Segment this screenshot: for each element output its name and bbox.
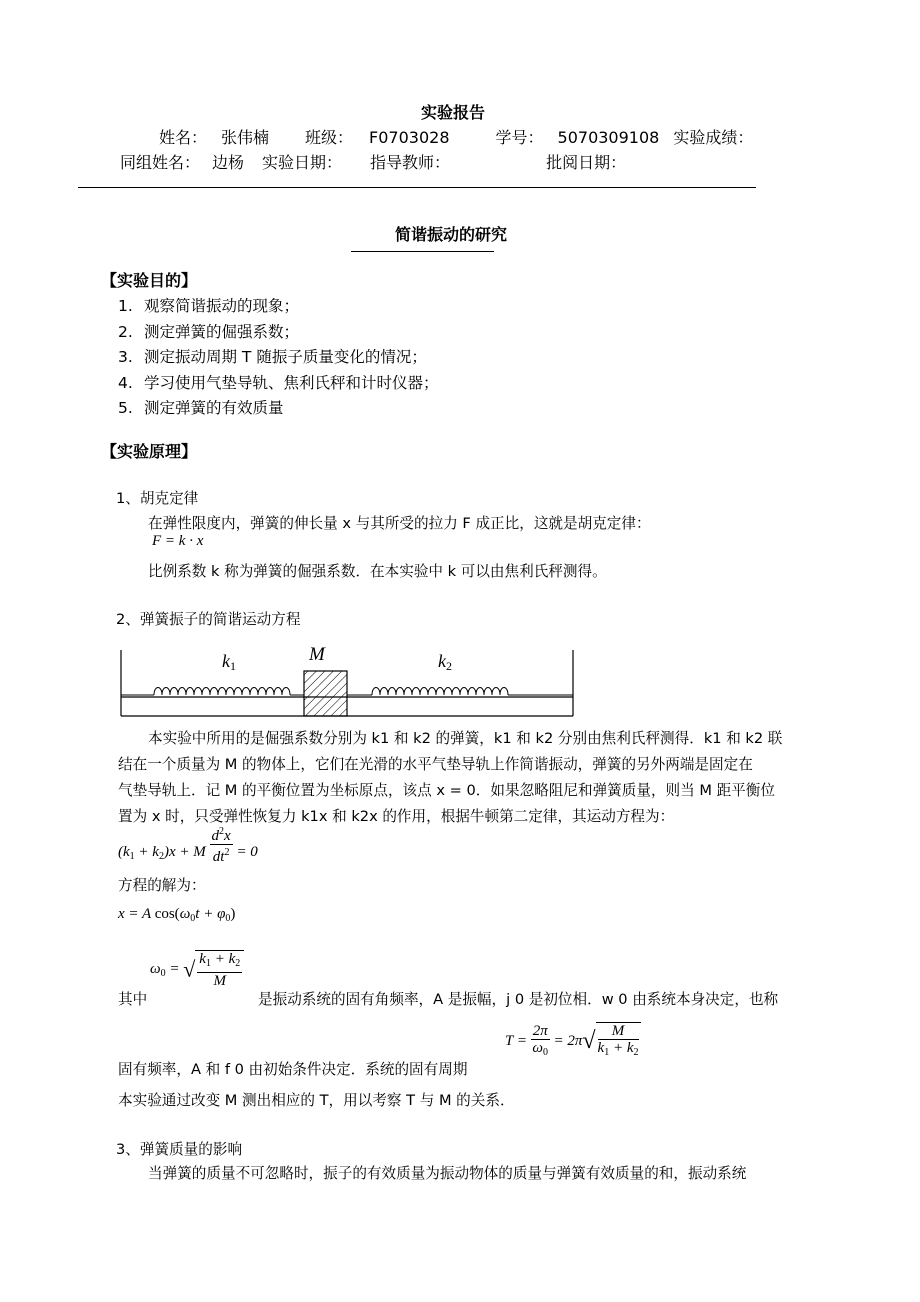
purpose-item-5: 5. 测定弹簧的有效质量 — [118, 399, 284, 417]
grade-label: 实验成绩： — [673, 128, 754, 147]
spring-k1 — [121, 688, 304, 696]
teacher-label: 指导教师： — [370, 153, 451, 172]
label-M: M — [309, 644, 325, 665]
section-2-title: 2、弹簧振子的简谐运动方程 — [116, 611, 301, 628]
class-value: F0703028 — [369, 128, 450, 147]
omega-prefix: 其中 — [118, 991, 148, 1008]
section-3-title: 3、弹簧质量的影响 — [116, 1141, 243, 1158]
purpose-item-2: 2. 测定弹簧的倔强系数； — [118, 322, 300, 341]
period-description: 固有频率，A 和 f 0 由初始条件决定．系统的固有周期 — [118, 1061, 468, 1078]
solution-equation: x = A $\cos(\omega_0t + \varphi_0)$ — [118, 906, 236, 924]
motion-equation-text — [118, 822, 129, 823]
hooke-equation: F = k · x — [152, 533, 204, 549]
solution-label: 方程的解为： — [118, 877, 206, 894]
motion-equation: $(k_1 + k_2)x + M$ $\frac{d^2x}{dt^2}$ = 0 — [118, 822, 258, 862]
student-name: 张伟楠 — [221, 128, 270, 147]
report-heading: 实验报告 — [421, 103, 486, 122]
report-title: 简谐振动的研究 — [395, 225, 508, 244]
header-divider — [78, 187, 756, 188]
section-1-paragraph-2: 比例系数 k 称为弹簧的倔强系数．在本实验中 k 可以由焦利氏秤测得。 — [148, 563, 607, 580]
section-1-paragraph: 在弹性限度内，弹簧的伸长量 x 与其所受的拉力 F 成正比，这就是胡克定律： — [148, 515, 651, 532]
purpose-item-1: 1. 观察简谐振动的现象； — [118, 297, 300, 315]
omega-description: 是振动系统的固有角频率，A 是振幅，j 0 是初位相．w 0 由系统本身决定，也称 — [258, 991, 779, 1008]
title-underline — [351, 251, 494, 252]
purpose-heading: 【实验目的】 — [101, 271, 198, 290]
partner-name: 边杨 — [212, 153, 245, 172]
purpose-item-3: 3. 测定振动周期 T 随振子质量变化的情况； — [118, 348, 427, 366]
solution-equation-text — [118, 906, 126, 907]
purpose-list — [118, 294, 439, 422]
header-line-1 — [159, 125, 753, 148]
spring-k2 — [347, 688, 573, 696]
name-label: 姓名： — [159, 128, 208, 147]
closing-paragraph: 本实验通过改变 M 测出相应的 T，用以考察 T 与 M 的关系． — [118, 1092, 515, 1109]
review-date-label: 批阅日期： — [546, 153, 627, 172]
period-formula: T = $\frac{2\pi}{\omega_0}$ = 2π√ $\frac{M}{k_1 + k_2}$ — [505, 1022, 641, 1061]
label-k2: k2 — [438, 651, 452, 673]
date-label: 实验日期： — [262, 153, 343, 172]
student-id-label: 学号： — [495, 128, 544, 147]
omega-formula: $\omega_0$ = √ $\frac{k_1 + k_2}{M}$ — [150, 950, 244, 989]
class-label: 班级： — [305, 128, 354, 147]
partner-label: 同组姓名： — [120, 153, 201, 172]
section-3-paragraph: 当弹簧的质量不可忽略时，振子的有效质量为振动物体的质量与弹簧有效质量的和，振动系统 — [148, 1165, 747, 1182]
header-line-2 — [120, 150, 626, 173]
principle-heading: 【实验原理】 — [101, 442, 198, 461]
label-k1: k1 — [222, 651, 236, 673]
section-1-title: 1、胡克定律 — [116, 490, 199, 507]
section-2-paragraph: 本实验中所用的是倔强系数分别为 k1 和 k2 的弹簧，k1 和 k2 分别由焦利氏秤测得．k1 和 k2 联 结在一个质量为 M 的物体上，它们在光滑的水平气垫导轨上作简谐振动，弹簧的另外两端是固定在 气垫导轨上．记 M 的平衡位置为坐标原点，该点 x = 0．如果忽略阻尼和弹簧质量，则当 M 距平衡位 置为 x 时，只受弹性恢复力 k1x 和 k2x 的作用，根据牛顿第二定律，其运动方程为： — [118, 730, 783, 825]
mass-block — [304, 671, 347, 716]
student-id-value: 5070309108 — [557, 128, 660, 147]
spring-oscillator-diagram — [118, 640, 580, 720]
purpose-item-4: 4. 学习使用气垫导轨、焦利氏秤和计时仪器； — [118, 373, 439, 392]
